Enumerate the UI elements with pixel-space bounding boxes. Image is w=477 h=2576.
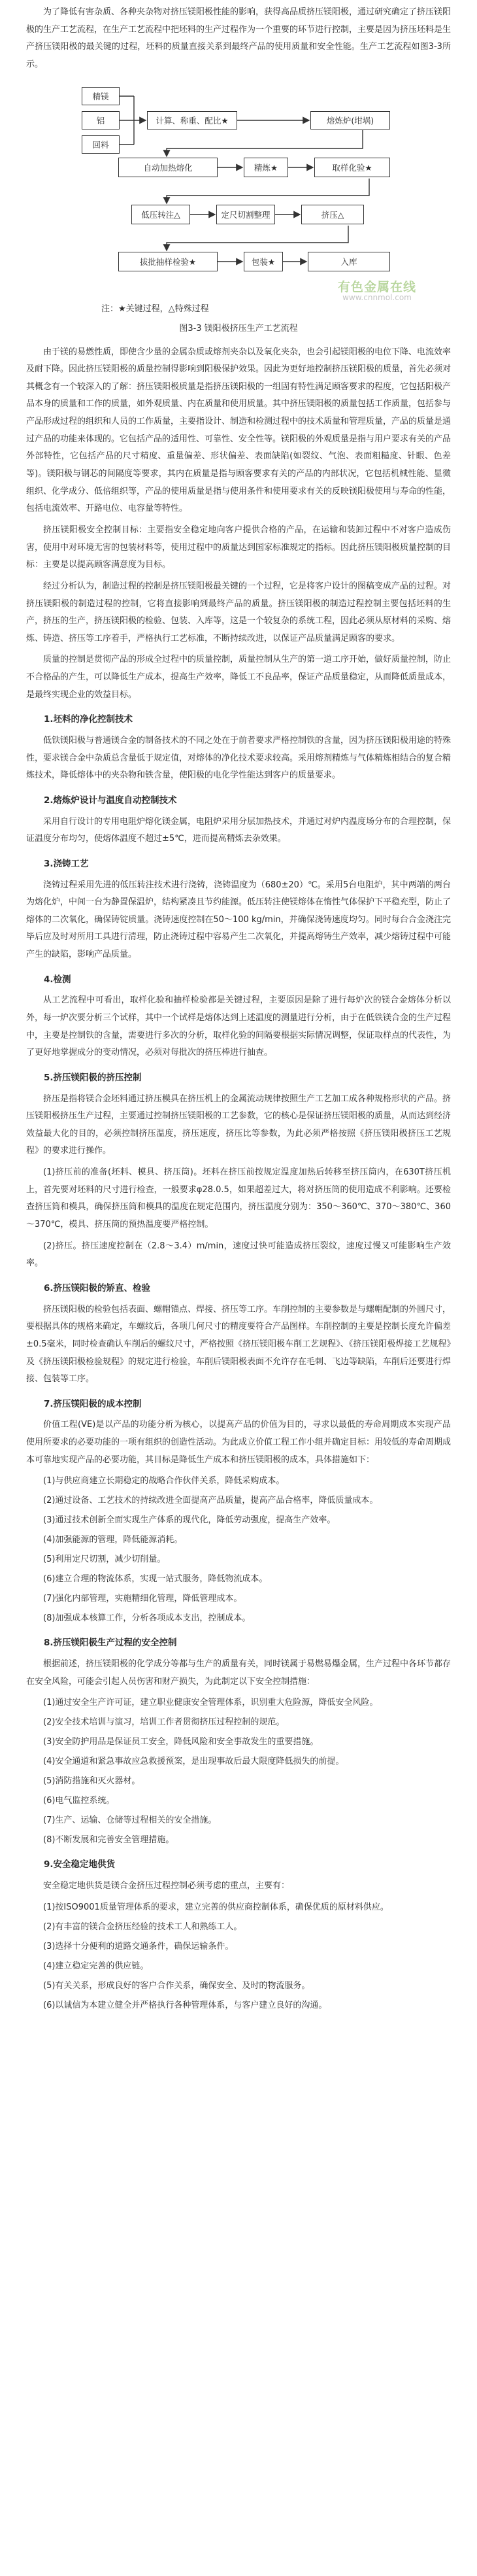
paragraph: 挤压镁阳极安全控制目标：主要指安全稳定地向客户提供合格的产品，在运输和装卸过程中不对客户造成伤害，使用中对环境无害的包装材料等，使用过程中的质量达到国家标准规定的指标。因此挤压镁阳极质量控制的目标：主要是以提高顾客满意度为目标。 xyxy=(26,524,452,570)
list-item: (2)通过设备、工艺技术的持续改进全面提高产品质量，提高产品合格率，降低质量成本。 xyxy=(43,1496,378,1506)
section-heading: 4.检测 xyxy=(44,974,71,985)
flow-box-scrap: 回料 xyxy=(82,135,120,154)
paragraph: 价值工程(VE)是以产品的功能分析为核心，以提高产品的价值为目的，寻求以最低的寿命周期成本实现产品使用所要求的必要功能的一项有组织的创造性活动。为此成立价值工程工作小组并确定目标：用较低的寿命周期成本可靠地实现产品的必要功能，其目标是降低生产成本和挤压镁阳极的成本，具体措施如下： xyxy=(26,1420,452,1465)
paragraph: 安全稳定地供货是镁合金挤压过程控制必须考虑的重点，主要有： xyxy=(43,1880,290,1891)
paragraph: 由于镁的易燃性质，即使含少量的金属杂质或熔剂夹杂以及氧化夹杂，也会引起镁阳极的电位下降、电流效率及耐下降。因此挤压镁阳极的质量控制得影响到阳极保护效果。因此为更好地控制挤压镁阳极的质量，首先必须对其概念有一个较深入的了解：挤压镁阳极质量是指挤压镁阳极的一组固有特性满足顾客要求的程度，它包括阳极产品本身的质量和工作的质量，如外观质量、内在质量和使用质量。其中挤压镁阳极的质量包括工作质量，包括参与产品形成过程的组织和人员的工作质量，主要指设计、制造和检测过程中的技术质量和管理质量，产品的质量是通过产品的功能来体现的。它包括产品的适用性、可靠性、安全性等。镁阳极的外观质量是指与用户要求有关的产品外部特性，它包括产品的尺寸精度、重量偏差、形状偏差、表面缺陷(如裂纹、气泡、表面粗糙度、针眼、色差等)。镁阳极与钢芯的间隔度等要求，其内在质量是指与顾客要求有关的产品的内部状况，它包括机械性能、显微组织、化学成分、低倍组织等，产品的使用质量是指与使用条件和使用要求有关的反映镁阳极使用与寿命的性能，包括电流效率、开路电位、电容量等特性。 xyxy=(26,347,452,514)
list-item: (1)按ISO9001质量管理体系的要求，建立完善的供应商控制体系，确保优质的原材料供应。 xyxy=(43,1902,389,1912)
paragraph: (1)挤压前的准备(坯料、模具、挤压筒)。坯料在挤压前按规定温度加热后转移至挤压筒内，在630T挤压机上，首先要对坯料的尺寸进行检查，一般要求φ28.0.5，如果超差过大，将对挤压筒的使用造成不利影响。还要检查挤压筒和模具，确保挤压筒和模具的温度在规定范围内，挤压温度分别为：350～360℃、370～380℃、360～370℃，模具、挤压筒的预热温度要严格控制。 xyxy=(26,1167,451,1230)
watermark xyxy=(338,281,416,303)
list-item: (5)有关关系，形成良好的客户合作关系，确保安全、及时的物流服务。 xyxy=(43,1980,310,1991)
paragraph: 根据前述，挤压镁阳极的化学成分等都与生产的质量有关，同时镁属于易燃易爆金属，生产过程中各环节都存在安全风险，可能会引起人员伤害和财产损失，为此制定以下安全控制措施： xyxy=(26,1659,452,1687)
section-heading: 7.挤压镁阳极的成本控制 xyxy=(44,1398,142,1409)
paragraph: 浇铸过程采用先进的低压转注技术进行浇铸，浇铸温度为（680±20）℃。采用5台电阻炉，其中两端的两台为熔化炉，中间一台为静置保温炉，结构紧凑且节约能源。低压转注使镁熔体在惰性气体保护下平稳充型，防止了熔体的二次氧化，确保铸锭质量。浇铸速度控制在50～100 kg/min，并确保浇铸速度均匀。同时每台合金浇注完毕后应及时对所用工具进行清理，防止浇铸过程中容易产生二次氧化，并提高熔铸生产效率，减少熔铸过程中可能产生的缺陷，影响产品质量。 xyxy=(26,880,452,960)
list-item: (3)选择十分便利的道路交通条件，确保运输条件。 xyxy=(43,1941,234,1951)
list-item: (5)利用定尺切割，减少切削量。 xyxy=(43,1554,166,1565)
section-heading: 5.挤压镁阳极的挤压控制 xyxy=(44,1072,142,1083)
paragraph: (2)挤压。挤压速度控制在（2.8～3.4）m/min，速度过快可能造成挤压裂纹，速度过慢又可能影响生产效率。 xyxy=(26,1241,451,1269)
list-item: (4)安全通道和紧急事故应急救援预案，是出现事故后最大限度降低损失的前提。 xyxy=(43,1757,344,1767)
flow-box-refining: 精炼★ xyxy=(244,158,288,177)
list-item: (2)安全技术培训与演习，培训工作者贯彻挤压过程控制的规范。 xyxy=(43,1717,285,1728)
list-item: (4)建立稳定完善的供应链。 xyxy=(43,1961,149,1971)
paragraph: 挤压是指将镁合金坯料通过挤压模具在挤压机上的金属流动规律按照生产工艺加工成各种规格形状的产品。挤压镁阳极挤压生产过程，主要通过控制挤压镁阳极的工艺参数，它的核心是保证挤压镁阳极的质量，从而达到经济效益最大化的目的，必须控制挤压温度，挤压速度，挤压比等参数，为此必须严格按照《挤压镁阳极挤压工艺规程》的要求进行操作。 xyxy=(26,1093,452,1156)
list-item: (5)消防措施和灭火器材。 xyxy=(43,1776,140,1787)
watermark-cn: 有色金属在线 xyxy=(337,279,416,294)
list-item: (8)加强成本核算工作，分析各项成本支出，控制成本。 xyxy=(43,1613,251,1624)
figure-caption: 图3-3 镁阳极挤压生产工艺流程 xyxy=(179,323,298,334)
list-item: (6)电气监控系统。 xyxy=(43,1796,115,1806)
section-heading: 8.挤压镁阳极生产过程的安全控制 xyxy=(44,1638,177,1649)
flow-box-weighing: 计算、称重、配比★ xyxy=(147,111,237,129)
diagram-legend: 注：★关键过程，△特殊过程 xyxy=(101,303,209,314)
flow-box-packing: 包装★ xyxy=(244,252,283,271)
flow-box-ingot: 精镁 xyxy=(82,87,120,105)
section-heading: 1.坯料的净化控制技术 xyxy=(44,714,133,725)
list-item: (1)与供应商建立长期稳定的战略合作伙伴关系，降低采购成本。 xyxy=(43,1476,285,1486)
list-item: (6)建立合理的物流体系，实现一站式服务，降低物流成本。 xyxy=(43,1574,268,1585)
flow-box-drawing: 拔批抽样检验★ xyxy=(118,252,218,271)
paragraph: 质量的控制是贯彻产品的形成全过程中的质量控制，质量控制从生产的第一道工序开始，做好质量控制，防止不合格品的产生，可以降低生产成本，提高生产效率，降低工不良品率，保证产品质量稳定，从而降低质量成本，是最终实现企业的效益目标。 xyxy=(26,655,452,700)
list-item: (3)安全防护用品是保证员工安全，降低风险和安全事故发生的重要措施。 xyxy=(43,1737,319,1747)
process-flow-diagram xyxy=(56,83,421,318)
flow-box-extrusion: 挤压△ xyxy=(301,205,364,224)
list-item: (3)通过技术创新全面实现生产体系的现代化，降低劳动强度，提高生产效率。 xyxy=(43,1515,336,1526)
flow-box-charging: 自动加热熔化 xyxy=(118,158,218,177)
section-heading: 3.浇铸工艺 xyxy=(44,858,89,869)
section-heading: 6.挤压镁阳极的矫直、检验 xyxy=(44,1282,151,1294)
flow-box-warehouse: 入库 xyxy=(308,252,390,271)
paragraph: 挤压镁阳极的检验包括表面、螺帽锚点、焊接、挤压等工序。车削控制的主要参数是与螺帽配制的外圆尺寸，要根据具体的规格来确定，车螺纹后，各项几何尺寸的精度要符合产品图样。车削控制的主要是控制长度允许偏差±0.5毫米，同时检查确认车削后的螺纹尺寸，严格按照《挤压镁阳极车削工艺规程》、《挤压镁阳极焊接工艺规程》及《挤压镁阳极检验规程》的规定进行检验，车削后镁阳极表面不允许存在毛刺、飞边等缺陷，车削后还要进行焊接、包装等工序。 xyxy=(26,1304,452,1384)
paragraph: 采用自行设计的专用电阻炉熔化镁金属，电阻炉采用分层加热技术，并通过对炉内温度场分布的合理控制，保证温度分布均匀，使熔体温度不超过±5℃，进而提高精炼去杂效果。 xyxy=(26,816,452,844)
paragraph: 经过分析认为，制造过程的控制是挤压镁阳极最关键的一个过程，它是将客户设计的图稿变成产品的过程。对挤压镁阳极的制造过程的控制，它将直接影响到最终产品的质量。挤压镁阳极的制造过程控制主要包括坯料的生产，挤压的生产，挤压镁阳极的检验、包装、入库等，这是一个较复杂的系统工程，因此必须从原材料的采购、熔炼、铸造、挤压等工序着手，严格执行工艺标准，不断持续改进，以保证产品质量满足顾客的要求。 xyxy=(26,581,452,644)
watermark-url: www.cnnmol.com xyxy=(342,293,412,303)
flow-box-sampling: 取样化验★ xyxy=(314,158,390,177)
list-item: (8)不断发展和完善安全管理措施。 xyxy=(43,1835,174,1846)
section-heading: 9.安全稳定地供货 xyxy=(44,1859,116,1870)
flow-box-aluminum: 铝 xyxy=(82,111,120,129)
list-item: (1)通过安全生产许可证，建立职业健康安全管理体系，识别重大危险源，降低安全风险。 xyxy=(43,1698,378,1708)
flow-box-melting: 熔炼炉(坩埚) xyxy=(310,111,390,129)
paragraph: 为了降低有害杂质、各种夹杂物对挤压镁阳极性能的影响，获得高品质挤压镁阳极，通过研究确定了挤压镁阳极的生产工艺流程，在生产工艺流程中把坯料的生产过程作为一个重要的环节进行控制，主要是因为挤压坯料是生产挤压镁阳极的最关键的过程，坯料的质量直接关系到最终产品的使用质量和安全性能。生产工艺流程如图3-3所示。 xyxy=(26,7,452,69)
paragraph: 从工艺流程中可看出，取样化验和抽样检验都是关键过程，主要原因是除了进行每炉次的镁合金熔体分析以外，每一炉次要分析三个试样，其中一个试样是熔体达到上述温度的测量进行分析，由于在低铁镁合金的生产过程中，主要是控制铁的含量，需要进行多次的分析，取样化验的间隔要根据实际情况调整，保证取样点的代表性，为了更好地掌握成分的变动情况，必须对每批次的挤压棒进行抽查。 xyxy=(26,995,452,1058)
list-item: (6)以诚信为本建立健全并严格执行各种管理体系，与客户建立良好的沟通。 xyxy=(43,2000,327,2010)
list-item: (4)加强能源的管理，降低能源消耗。 xyxy=(43,1535,183,1545)
paragraph: 低铁镁阳极与普通镁合金的制备技术的不同之处在于前者要求严格控制铁的含量，因为挤压镁阳极用途的特殊性，要求镁合金中杂质总含量低于规定值，对熔体的净化技术要求较高。采用熔剂精炼与气体精炼相结合的复合精炼技术，降低熔体中的夹杂物和铁含量，使阳极的电化学性能达到客户的质量要求。 xyxy=(26,736,452,781)
section-heading: 2.熔炼炉设计与温度自动控制技术 xyxy=(44,795,177,806)
list-item: (7)生产、运输、仓储等过程相关的安全措施。 xyxy=(43,1815,217,1826)
list-item: (2)有丰富的镁合金挤压经验的技术工人和熟练工人。 xyxy=(43,1921,242,1932)
flow-box-casting: 低压转注△ xyxy=(131,205,190,224)
list-item: (7)强化内部管理，实施精细化管理，降低管理成本。 xyxy=(43,1594,242,1604)
flow-box-cutting: 定尺切割整理 xyxy=(216,205,275,224)
